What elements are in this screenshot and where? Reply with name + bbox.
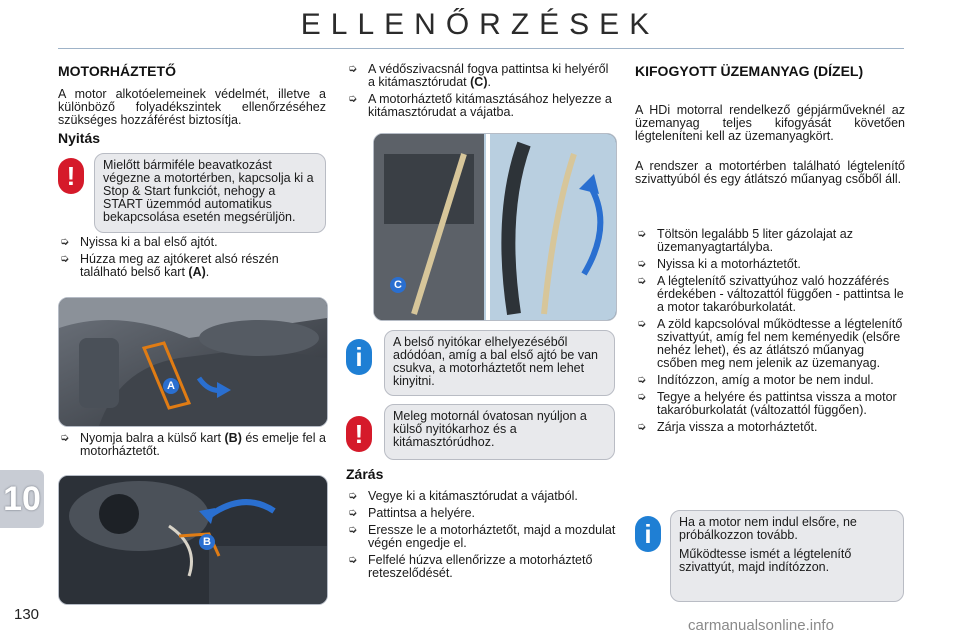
- opening-steps-2: [58, 432, 326, 462]
- fuel-steps: [635, 228, 905, 438]
- page-number: 130: [14, 606, 40, 623]
- info-note-lever: A belső nyitókar elhelyezéséből adódóan, amíg a bal első ajtó be van csukva, a motorháztetőt nem lehet kinyitni.: [384, 330, 615, 396]
- prop-rod-illustration: [374, 134, 616, 320]
- arrow-bullet-icon: ➭: [637, 374, 647, 386]
- list-item: ➭ Vegye ki a kitámasztórudat a vájatból.: [348, 489, 578, 503]
- caution-note: Meleg motornál óvatosan nyúljon a külső nyitókarhoz és a kitámasztórúdhoz.: [384, 404, 615, 460]
- prop-steps: [346, 63, 616, 123]
- section-title-fuel: KIFOGYOTT ÜZEMANYAG (DÍZEL): [635, 63, 864, 79]
- page-header-title: ELLENŐRZÉSEK: [300, 8, 660, 41]
- info-icon: i: [635, 516, 661, 552]
- interior-lever-illustration: [59, 298, 327, 426]
- list-item: ➭ Tegye a helyére és pattintsa vissza a motor takaróburkolatát (változattól függően).: [637, 390, 897, 417]
- info-note-restart-p1: Ha a motor nem indul elsőre, ne próbálkozzon tovább.: [679, 515, 857, 542]
- fuel-para-2: A rendszer a motortérben található légtelenítő szivattyúból és egy átlátszó műanyag csőből áll.: [635, 159, 905, 186]
- opening-subtitle: Nyitás: [58, 130, 101, 146]
- arrow-bullet-icon: ➭: [637, 275, 647, 287]
- arrow-bullet-icon: ➭: [637, 421, 647, 433]
- photo-exterior-lever: [58, 475, 328, 605]
- chapter-number: 10: [3, 480, 41, 518]
- list-item: ➭ Indítózzon, amíg a motor be nem indul.: [637, 373, 874, 387]
- arrow-bullet-icon: ➭: [348, 554, 358, 566]
- info-note-restart-p2: Működtesse ismét a légtelenítő szivattyút, majd indítózzon.: [679, 547, 852, 574]
- arrow-bullet-icon: ➭: [348, 63, 358, 75]
- info-note-restart: [670, 510, 904, 602]
- list-item: ➭ Nyomja balra a külső kart (B) és emelje fel a motorháztetőt.: [60, 431, 326, 458]
- list-item: ➭ A zöld kapcsolóval működtesse a légtelenítő szivattyút, amíg fel nem keményedik (elsőre nehéz lehet), és az átlátszó műanyag csőben meg nem jelenik az üzemanyag.: [637, 317, 903, 370]
- closing-steps: [346, 490, 616, 584]
- photo-interior-lever: [58, 297, 328, 427]
- arrow-bullet-icon: ➭: [637, 318, 647, 330]
- list-item: ➭ Zárja vissza a motorháztetőt.: [637, 420, 818, 434]
- section-title-bonnet: MOTORHÁZTETŐ: [58, 63, 176, 79]
- arrow-bullet-icon: ➭: [348, 93, 358, 105]
- list-item: ➭ A védőszivacsnál fogva pattintsa ki helyéről a kitámasztórudat (C).: [348, 62, 609, 89]
- list-item: ➭ A légtelenítő szivattyúhoz való hozzáférés érdekében - változattól függően - pattintsa le a motor takaróburkolatát.: [637, 274, 904, 314]
- list-item: ➭ Felfelé húzva ellenőrizze a motorháztető reteszelődését.: [348, 553, 593, 580]
- watermark: carmanualsonline.info: [688, 617, 834, 634]
- callout-a: A: [163, 378, 179, 394]
- fuel-para-1: A HDi motorral rendelkező gépjárműveknél az üzemanyag teljes kifogyását követően légteleníteni kell az üzemanyagkört.: [635, 103, 905, 143]
- list-item: ➭ Húzza meg az ajtókeret alsó részén található belső kart (A).: [60, 252, 279, 279]
- closing-subtitle: Zárás: [346, 466, 384, 482]
- exterior-lever-illustration: [59, 476, 327, 604]
- warning-icon: !: [58, 158, 84, 194]
- list-item: ➭ Töltsön legalább 5 liter gázolajat az üzemanyagtartályba.: [637, 227, 853, 254]
- info-icon: i: [346, 339, 372, 375]
- header-rule: [58, 48, 904, 49]
- arrow-bullet-icon: ➭: [348, 507, 358, 519]
- warning-note: Mielőtt bármiféle beavatkozást végezne a motortérben, kapcsolja ki a Stop & Start funkciót, nehogy a START üzemmód automatikus bekapcsolása esetén megsérüljön.: [94, 153, 326, 233]
- arrow-bullet-icon: ➭: [348, 490, 358, 502]
- callout-b: B: [199, 534, 215, 550]
- list-item: ➭ A motorháztető kitámasztásához helyezze a kitámasztórudat a vájatba.: [348, 92, 612, 119]
- arrow-bullet-icon: ➭: [60, 236, 70, 248]
- list-item: ➭ Nyissa ki a bal első ajtót.: [60, 235, 218, 249]
- opening-steps-1: [58, 236, 326, 283]
- callout-c: C: [390, 277, 406, 293]
- list-item: ➭ Nyissa ki a motorháztetőt.: [637, 257, 801, 271]
- arrow-bullet-icon: ➭: [348, 524, 358, 536]
- warning-icon: !: [346, 416, 372, 452]
- arrow-bullet-icon: ➭: [60, 432, 70, 444]
- photo-prop-rod: [373, 133, 617, 321]
- arrow-bullet-icon: ➭: [60, 253, 70, 265]
- list-item: ➭ Pattintsa a helyére.: [348, 506, 476, 520]
- bonnet-intro: A motor alkotóelemeinek védelmét, illetve a különböző folyadékszintek ellenőrzéséhez szükséges hozzáférést biztosítja.: [58, 87, 326, 127]
- arrow-bullet-icon: ➭: [637, 258, 647, 270]
- arrow-bullet-icon: ➭: [637, 391, 647, 403]
- list-item: ➭ Eressze le a motorháztetőt, majd a mozdulat végén engedje el.: [348, 523, 616, 550]
- arrow-bullet-icon: ➭: [637, 228, 647, 240]
